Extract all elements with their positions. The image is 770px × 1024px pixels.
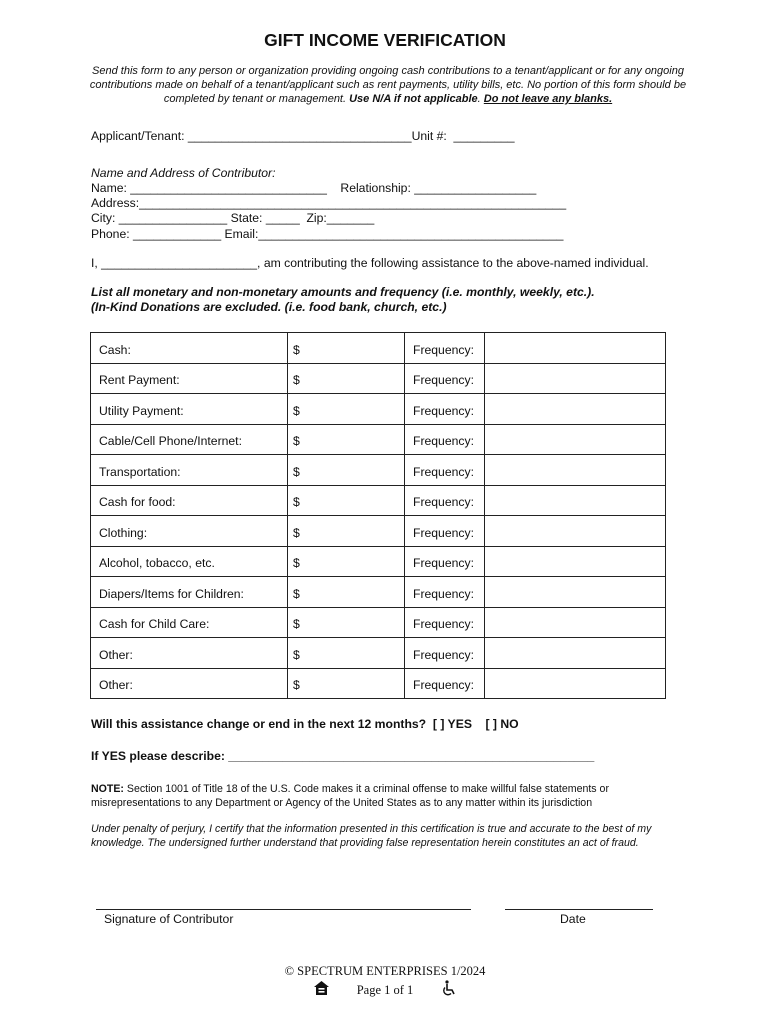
equal-housing-icon <box>313 980 330 996</box>
describe-line[interactable]: If YES please describe: ______________________________________________________ <box>91 749 595 763</box>
frequency-label-cell: Frequency: <box>405 394 485 425</box>
frequency-label-cell: Frequency: <box>405 485 485 516</box>
amount-cell[interactable]: $ <box>288 363 405 394</box>
list-instructions-line2: (In-Kind Donations are excluded. (i.e. food bank, church, etc.) <box>91 300 447 314</box>
contributor-address-line[interactable]: Address:_______________________________________________________________ <box>91 196 567 210</box>
table-row <box>91 455 666 486</box>
applicant-unit-line[interactable]: Applicant/Tenant: _________________________________Unit #: _________ <box>91 129 515 143</box>
table-row <box>91 363 666 394</box>
assistance-type-cell: Cash for Child Care: <box>91 607 288 638</box>
frequency-value-cell[interactable] <box>485 333 666 364</box>
table-row <box>91 394 666 425</box>
frequency-label-cell: Frequency: <box>405 607 485 638</box>
frequency-value-cell[interactable] <box>485 485 666 516</box>
assistance-table <box>90 332 666 699</box>
list-instructions-line1: List all monetary and non-monetary amounts and frequency (i.e. monthly, weekly, etc.). <box>91 285 595 299</box>
frequency-label-cell: Frequency: <box>405 455 485 486</box>
assistance-type-cell: Cash for food: <box>91 485 288 516</box>
signature-label: Signature of Contributor <box>104 912 234 926</box>
footer-copyright: © SPECTRUM ENTERPRISES 1/2024 <box>284 964 486 978</box>
contributor-heading: Name and Address of Contributor: <box>91 166 276 180</box>
amount-cell[interactable]: $ <box>288 546 405 577</box>
table-row <box>91 333 666 364</box>
note-label: NOTE: <box>91 783 124 795</box>
frequency-value-cell[interactable] <box>485 455 666 486</box>
frequency-value-cell[interactable] <box>485 394 666 425</box>
frequency-label-cell: Frequency: <box>405 638 485 669</box>
frequency-value-cell[interactable] <box>485 668 666 699</box>
assistance-type-cell: Alcohol, tobacco, etc. <box>91 546 288 577</box>
frequency-label-cell: Frequency: <box>405 577 485 608</box>
date-label: Date <box>560 912 586 926</box>
table-row <box>91 668 666 699</box>
amount-cell[interactable]: $ <box>288 485 405 516</box>
assistance-type-cell: Cable/Cell Phone/Internet: <box>91 424 288 455</box>
intro-instructions <box>86 64 690 106</box>
frequency-value-cell[interactable] <box>485 607 666 638</box>
frequency-label-cell: Frequency: <box>405 424 485 455</box>
assistance-type-cell: Diapers/Items for Children: <box>91 577 288 608</box>
intro-na-note: Use N/A if not applicable <box>349 93 478 105</box>
amount-cell[interactable]: $ <box>288 394 405 425</box>
frequency-label-cell: Frequency: <box>405 516 485 547</box>
amount-cell[interactable]: $ <box>288 516 405 547</box>
table-row <box>91 607 666 638</box>
table-row <box>91 516 666 547</box>
contributor-city-line[interactable]: City: ________________ State: _____ Zip:_______ <box>91 211 375 225</box>
assistance-type-cell: Clothing: <box>91 516 288 547</box>
amount-cell[interactable]: $ <box>288 424 405 455</box>
amount-cell[interactable]: $ <box>288 668 405 699</box>
intro-text: Send this form to any person or organization providing ongoing cash contributions to a tenant/applicant or for any ongoing contributions made on behalf of a tenant/applicant such as rent payments, utility bills, etc. No portion of this form should be completed by tenant or management. <box>89 65 687 105</box>
assistance-type-cell: Utility Payment: <box>91 394 288 425</box>
table-row <box>91 485 666 516</box>
frequency-value-cell[interactable] <box>485 516 666 547</box>
amount-cell[interactable]: $ <box>288 638 405 669</box>
frequency-label-cell: Frequency: <box>405 333 485 364</box>
table-row <box>91 577 666 608</box>
table-row <box>91 638 666 669</box>
frequency-value-cell[interactable] <box>485 424 666 455</box>
frequency-value-cell[interactable] <box>485 577 666 608</box>
form-title: GIFT INCOME VERIFICATION <box>264 30 506 50</box>
amount-cell[interactable]: $ <box>288 607 405 638</box>
frequency-label-cell: Frequency: <box>405 363 485 394</box>
assistance-type-cell: Transportation: <box>91 455 288 486</box>
date-line[interactable] <box>505 909 653 910</box>
intro-no-blanks: Do not leave any blanks. <box>483 93 613 105</box>
frequency-value-cell[interactable] <box>485 638 666 669</box>
amount-cell[interactable]: $ <box>288 455 405 486</box>
wheelchair-accessibility-icon <box>441 980 457 997</box>
amount-cell[interactable]: $ <box>288 333 405 364</box>
contributor-phone-line[interactable]: Phone: _____________ Email:_____________________________________________ <box>91 227 564 241</box>
frequency-value-cell[interactable] <box>485 546 666 577</box>
amount-cell[interactable]: $ <box>288 577 405 608</box>
footer-page-number: Page 1 of 1 <box>356 983 414 997</box>
assistance-type-cell: Cash: <box>91 333 288 364</box>
perjury-statement: Under penalty of perjury, I certify that the information presented in this certification is true and accurate to the best of my knowledge. The undersigned further understand that providing false representation herein constitutes an act of fraud. <box>91 823 652 849</box>
legal-note <box>91 782 691 810</box>
assistance-type-cell: Other: <box>91 668 288 699</box>
frequency-label-cell: Frequency: <box>405 668 485 699</box>
table-row <box>91 424 666 455</box>
change-question[interactable]: Will this assistance change or end in the next 12 months? [ ] YES [ ] NO <box>91 717 519 731</box>
note-text: Section 1001 of Title 18 of the U.S. Code makes it a criminal offense to make willful false statements or misrepresentations to any Department or Agency of the United States as to any matter within its jurisdiction <box>91 783 609 809</box>
contributor-name-line[interactable]: Name: _____________________________ Relationship: __________________ <box>91 181 537 195</box>
assistance-type-cell: Rent Payment: <box>91 363 288 394</box>
assistance-type-cell: Other: <box>91 638 288 669</box>
table-row <box>91 546 666 577</box>
contribution-statement[interactable]: I, _______________________, am contributing the following assistance to the above-named individual. <box>91 256 649 270</box>
intro-separator: . <box>477 93 484 105</box>
frequency-label-cell: Frequency: <box>405 546 485 577</box>
frequency-value-cell[interactable] <box>485 363 666 394</box>
signature-line[interactable] <box>96 909 471 910</box>
